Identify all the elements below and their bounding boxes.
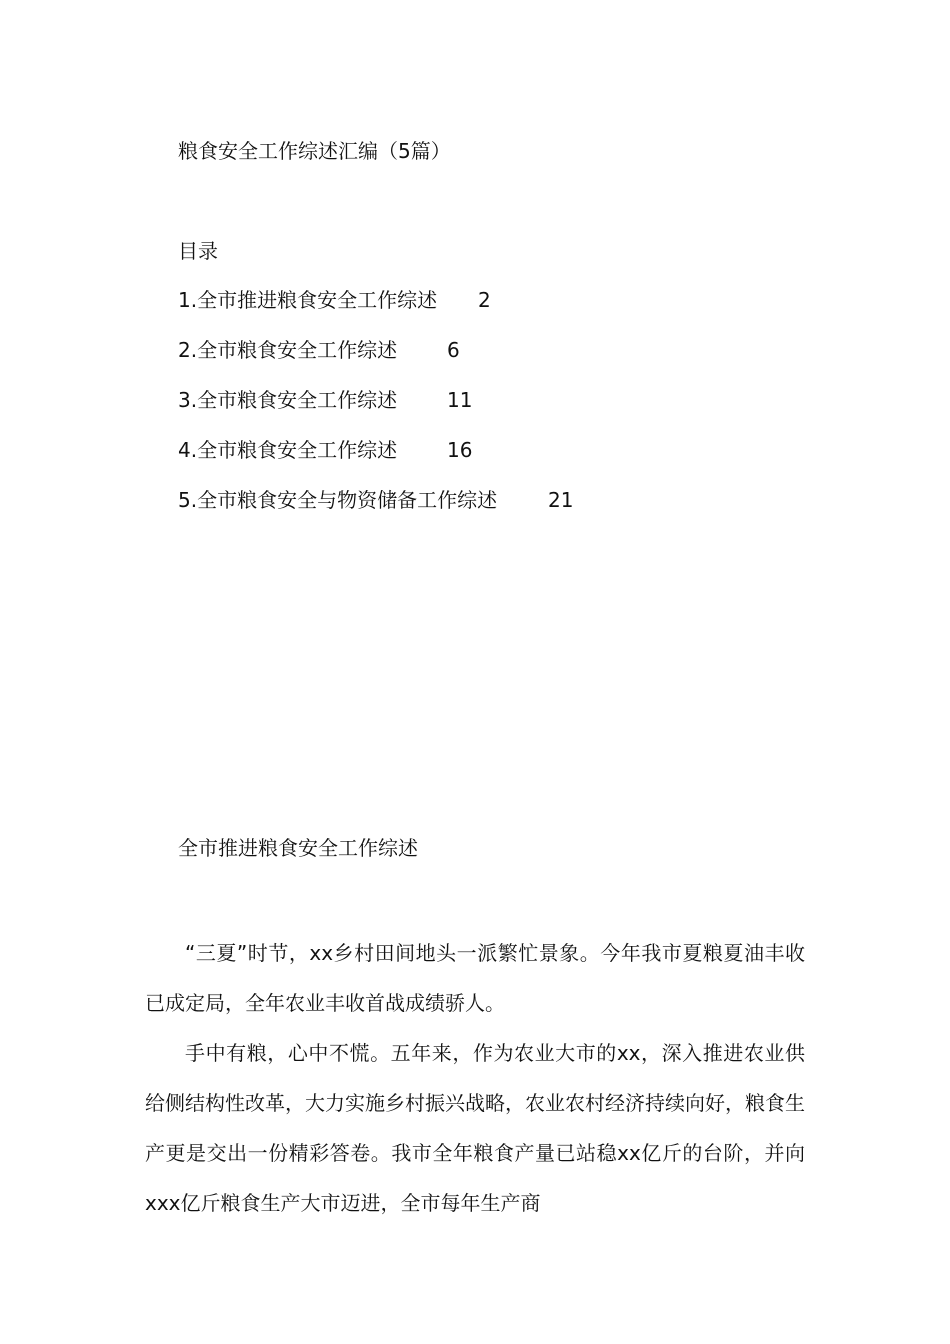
paragraph: 手中有粮，心中不慌。五年来，作为农业大市的xx，深入推进农业供给侧结构性改革，大力实施乡村振兴战略，农业农村经济持续向好，粮食生产更是交出一份精彩答卷。我市全年粮食产量已站稳xx亿斤的台阶，并向xxx亿斤粮食生产大市迈进，全市每年生产商: [145, 1041, 805, 1215]
toc-item-page: 6: [447, 338, 460, 362]
toc-item[interactable]: [178, 286, 573, 336]
toc-item-page: 2: [478, 288, 491, 312]
body-text: [145, 928, 805, 1228]
toc-item-page: 11: [447, 388, 473, 412]
table-of-contents: [178, 286, 573, 536]
toc-item-text: 1.全市推进粮食安全工作综述: [178, 288, 438, 312]
toc-item-text: 2.全市粮食安全工作综述: [178, 338, 398, 362]
section-title: 全市推进粮食安全工作综述: [178, 836, 418, 860]
toc-item[interactable]: [178, 386, 573, 436]
toc-item-page: 16: [447, 438, 473, 462]
toc-item[interactable]: [178, 486, 573, 536]
toc-item[interactable]: [178, 436, 573, 486]
toc-item-page: 21: [548, 488, 574, 512]
toc-item-text: 3.全市粮食安全工作综述: [178, 388, 398, 412]
toc-item-text: 4.全市粮食安全工作综述: [178, 438, 398, 462]
toc-heading: 目录: [178, 239, 218, 263]
toc-item-text: 5.全市粮食安全与物资储备工作综述: [178, 488, 498, 512]
toc-item[interactable]: [178, 336, 573, 386]
document-title: 粮食安全工作综述汇编（5篇）: [178, 139, 451, 163]
paragraph: “三夏”时节，xx乡村田间地头一派繁忙景象。今年我市夏粮夏油丰收已成定局，全年农业丰收首战成绩骄人。: [145, 941, 805, 1015]
